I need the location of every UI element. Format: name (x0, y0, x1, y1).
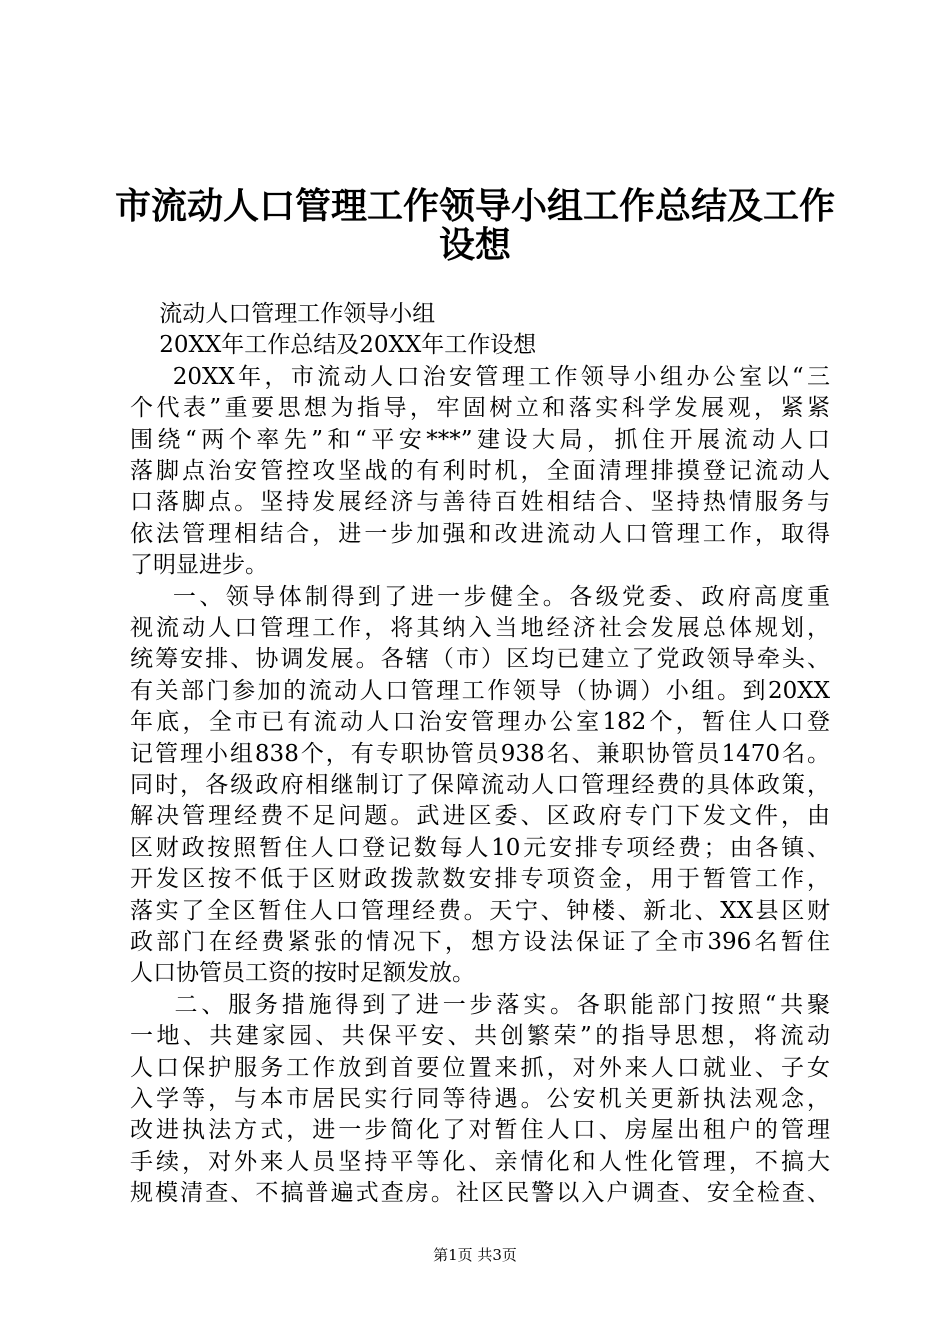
body-text-line: 区财政按照暂住人口登记数每人10元安排专项经费；由各镇、 (130, 834, 830, 861)
body-text-line: 个代表”重要思想为指导，牢固树立和落实科学发展观，紧紧 (130, 395, 830, 422)
body-text-line: 落实了全区暂住人口管理经费。天宁、钟楼、新北、XX县区财 (130, 897, 830, 924)
body-text-line: 记管理小组838个，有专职协管员938名、兼职协管员1470名。 (130, 740, 830, 767)
body-text-line: 人口协管员工资的按时足额发放。 (130, 960, 475, 987)
body-text-line: 手续，对外来人员坚持平等化、亲情化和人性化管理，不搞大 (130, 1148, 830, 1175)
body-text-line: 一、领导体制得到了进一步健全。各级党委、政府高度重 (130, 583, 830, 610)
body-text-line: 落脚点治安管控攻坚战的有利时机，全面清理排摸登记流动人 (130, 458, 830, 484)
body-text-line: 流动人口管理工作领导小组 (130, 301, 436, 327)
body-text-line: 一地、共建家园、共保平安、共创繁荣”的指导思想，将流动 (130, 1023, 830, 1050)
body-text-line: 有关部门参加的流动人口管理工作领导（协调）小组。到20XX (130, 677, 830, 704)
body-text-line: 开发区按不低于区财政拨款数安排专项资金，用于暂管工作， (130, 866, 830, 893)
body-text-line: 围绕“两个率先”和“平安***”建设大局，抓住开展流动人口 (130, 426, 830, 453)
body-text-line: 政部门在经费紧张的情况下，想方设法保证了全市396名暂住 (130, 929, 830, 955)
body-text-line: 规模清查、不搞普遍式查房。社区民警以入户调查、安全检查、 (130, 1180, 830, 1207)
body-text-line: 同时，各级政府相继制订了保障流动人口管理经费的具体政策， (130, 772, 830, 798)
page-footer: 第1页 共3页 (433, 1246, 517, 1264)
document-title-line2: 设想 (438, 224, 511, 266)
body-text-line: 了明显进步。 (130, 552, 268, 579)
body-text-line: 年底，全市已有流动人口治安管理办公室182个，暂住人口登 (130, 709, 830, 736)
body-text-line: 统筹安排、协调发展。各辖（市）区均已建立了党政领导牵头、 (130, 646, 830, 673)
document-title-line1: 市流动人口管理工作领导小组工作总结及工作 (114, 185, 835, 227)
body-text-line: 视流动人口管理工作，将其纳入当地经济社会发展总体规划， (130, 615, 830, 641)
body-text-line: 解决管理经费不足问题。武进区委、区政府专门下发文件，由 (130, 803, 830, 830)
body-text-line: 人口保护服务工作放到首要位置来抓，对外来人口就业、子女 (130, 1054, 830, 1081)
body-text-line: 改进执法方式，进一步简化了对暂住人口、房屋出租户的管理 (130, 1117, 830, 1144)
body-text-line: 二、服务措施得到了进一步落实。各职能部门按照“共聚 (130, 991, 830, 1018)
body-text-line: 依法管理相结合，进一步加强和改进流动人口管理工作，取得 (130, 520, 830, 547)
body-text-line: 20XX年，市流动人口治安管理工作领导小组办公室以“三 (130, 363, 830, 390)
body-text-line: 20XX年工作总结及20XX年工作设想 (130, 332, 537, 359)
body-text-line: 入学等，与本市居民实行同等待遇。公安机关更新执法观念， (130, 1086, 830, 1112)
body-text-line: 口落脚点。坚持发展经济与善待百姓相结合、坚持热情服务与 (130, 489, 830, 516)
